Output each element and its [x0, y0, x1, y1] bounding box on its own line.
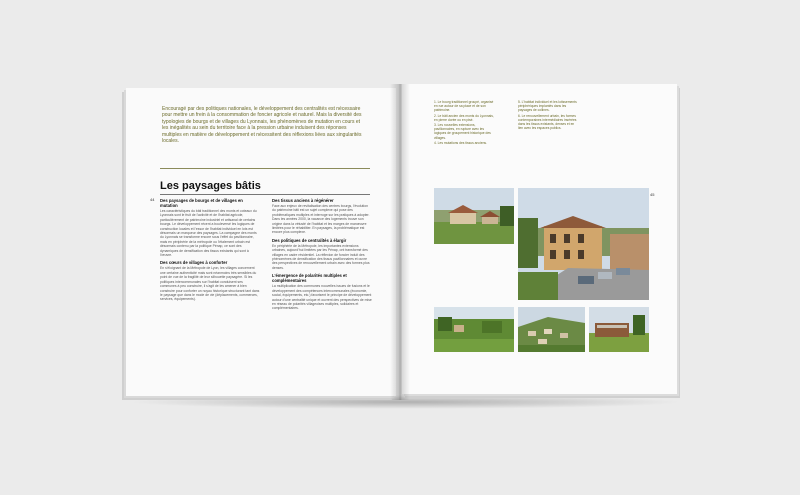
subheading: Des politiques de centralités à élargir [272, 237, 347, 243]
photo-countryside-house [434, 188, 514, 244]
page-number: 44 [150, 197, 155, 202]
photo-village-street [518, 188, 649, 300]
caption: 3. Les nouvelles extensions, pavillonnaires, en rupture avec les logiques de groupement historique des villages. [434, 123, 491, 140]
caption: 1. Le bourg traditionnel groupé, organisé en rue autour de sa place et de son patrimoine. [434, 100, 494, 113]
page-number: 45 [650, 192, 655, 197]
open-book [122, 84, 682, 402]
title-rule [160, 194, 370, 195]
body-text: Face aux enjeux de revitalisation des centres bourgs, l'évolution du patrimoine bâti est un sujet complexe qui pose des problématiques multiples et interroge sur les pratiques à adopter. Dans les années 2000, la vacance des logements trouve son origine dans la vétusté de l'habitat et les marges de manœuvre limitées pour le réhabiliter. En paysages, la problématique est encore plus complexe. [272, 204, 370, 235]
photo-modern-house [589, 307, 649, 352]
divider [160, 168, 370, 169]
photo-hillside-village [518, 307, 585, 352]
subheading: Des tissus anciens à régénérer [272, 198, 334, 203]
caption-column-2 [518, 100, 580, 131]
subheading: Des cœurs de villages à conforter [160, 260, 228, 266]
caption-column-1 [434, 100, 496, 146]
subheading: Des paysages de bourgs et de villages en mutation [160, 198, 243, 208]
photo-green-landscape [434, 307, 514, 352]
body-text: En s'éloignant de la Métropole de Lyon, les villages concernent une certaine authenticité mais sont néanmoins très sensibles du point de vue de la fragilité de leur silhouette paysagère. Si les politiques intercommunales sur l'habitat conduisent ses communes à peu construire, il s'agit de les amener à bien construire pour conforter un noyau historique structurant tant dans le paysage que dans le mode de vie (déplacements, commerces, services, équipements). [160, 266, 260, 302]
book-spine [390, 84, 410, 400]
caption: 2. Le bâti ancien des monts du Lyonnais, en pierre dorée ou en pisé. [434, 113, 494, 122]
caption: 6. Le renouvellement urbain, les formes contemporaines intermédiaires insérées dans les tissus existants, denses et en lien avec les espaces publics. [518, 113, 577, 131]
caption: 5. L'habitat individuel et les lotissements périphériques implantés dans les paysages de collines. [518, 100, 577, 113]
text-column-1 [160, 198, 260, 305]
caption: 4. Les mutations des tissus anciens. [434, 140, 487, 145]
body-text: Les caractéristiques du bâti traditionnel des monts et coteaux du Lyonnais sont le fruit de l'activité et de l'habitat agricole, particulièrement de patrimoine industriel et artisanal de certains bourgs. Le développement récent a bouleversé les logiques de construction locales et l'essor de l'habitat individuel en lots est désormais un marqueur des paysages. La campagne des monts du Lyonnais se transforme encore sous l'effet du pavillonnaire, mais en périphérie de la métropole ou l'étalement urbain est désormais contenu par la politique Pénap, ce sont des dynamiques de densification des tissus existants qui sont à l'œuvre. [160, 209, 257, 258]
left-page [126, 88, 396, 396]
body-text: En périphérie de la Métropole, les importantes extensions urbaines, aujourd'hui limitées par les Pénap, ont transformé des villages en cadre résidentiel. La réflexion de foncier induit des phénomènes de densification des tissus pavillonnaires et ouvre des perspectives de renouvellement urbain avec des formes plus denses. [272, 243, 370, 270]
section-title: Les paysages bâtis [160, 180, 261, 192]
body-text: La multiplication des communes nouvelles issues de fusions et le développement des compétences intercommunales (économie, social, équipements, etc.) favorisent le principe de développement autour d'une centralité unique et ouvrent des perspectives de mise en réseau de polarités villageoises multiples, solidaires et complémentaires. [272, 284, 372, 311]
subheading: L'émergence de polarités multiples et complémentaires [272, 273, 347, 284]
intro-paragraph: Encouragé par des politiques nationales, le développement des centralités est nécessaire pour mettre un frein à la consommation de foncier agricole et naturel. Mais la diversité des typologies de bourgs et de villages du Lyonnais, les phénomènes de mutation en cours et les inégalités au sein du territoire face à la pression urbaine induisent des réponses multiples en matière de développement et nécessitent des réflexions liées aux singularités locales. [162, 106, 362, 145]
right-page [402, 84, 677, 394]
text-column-2 [272, 198, 372, 314]
